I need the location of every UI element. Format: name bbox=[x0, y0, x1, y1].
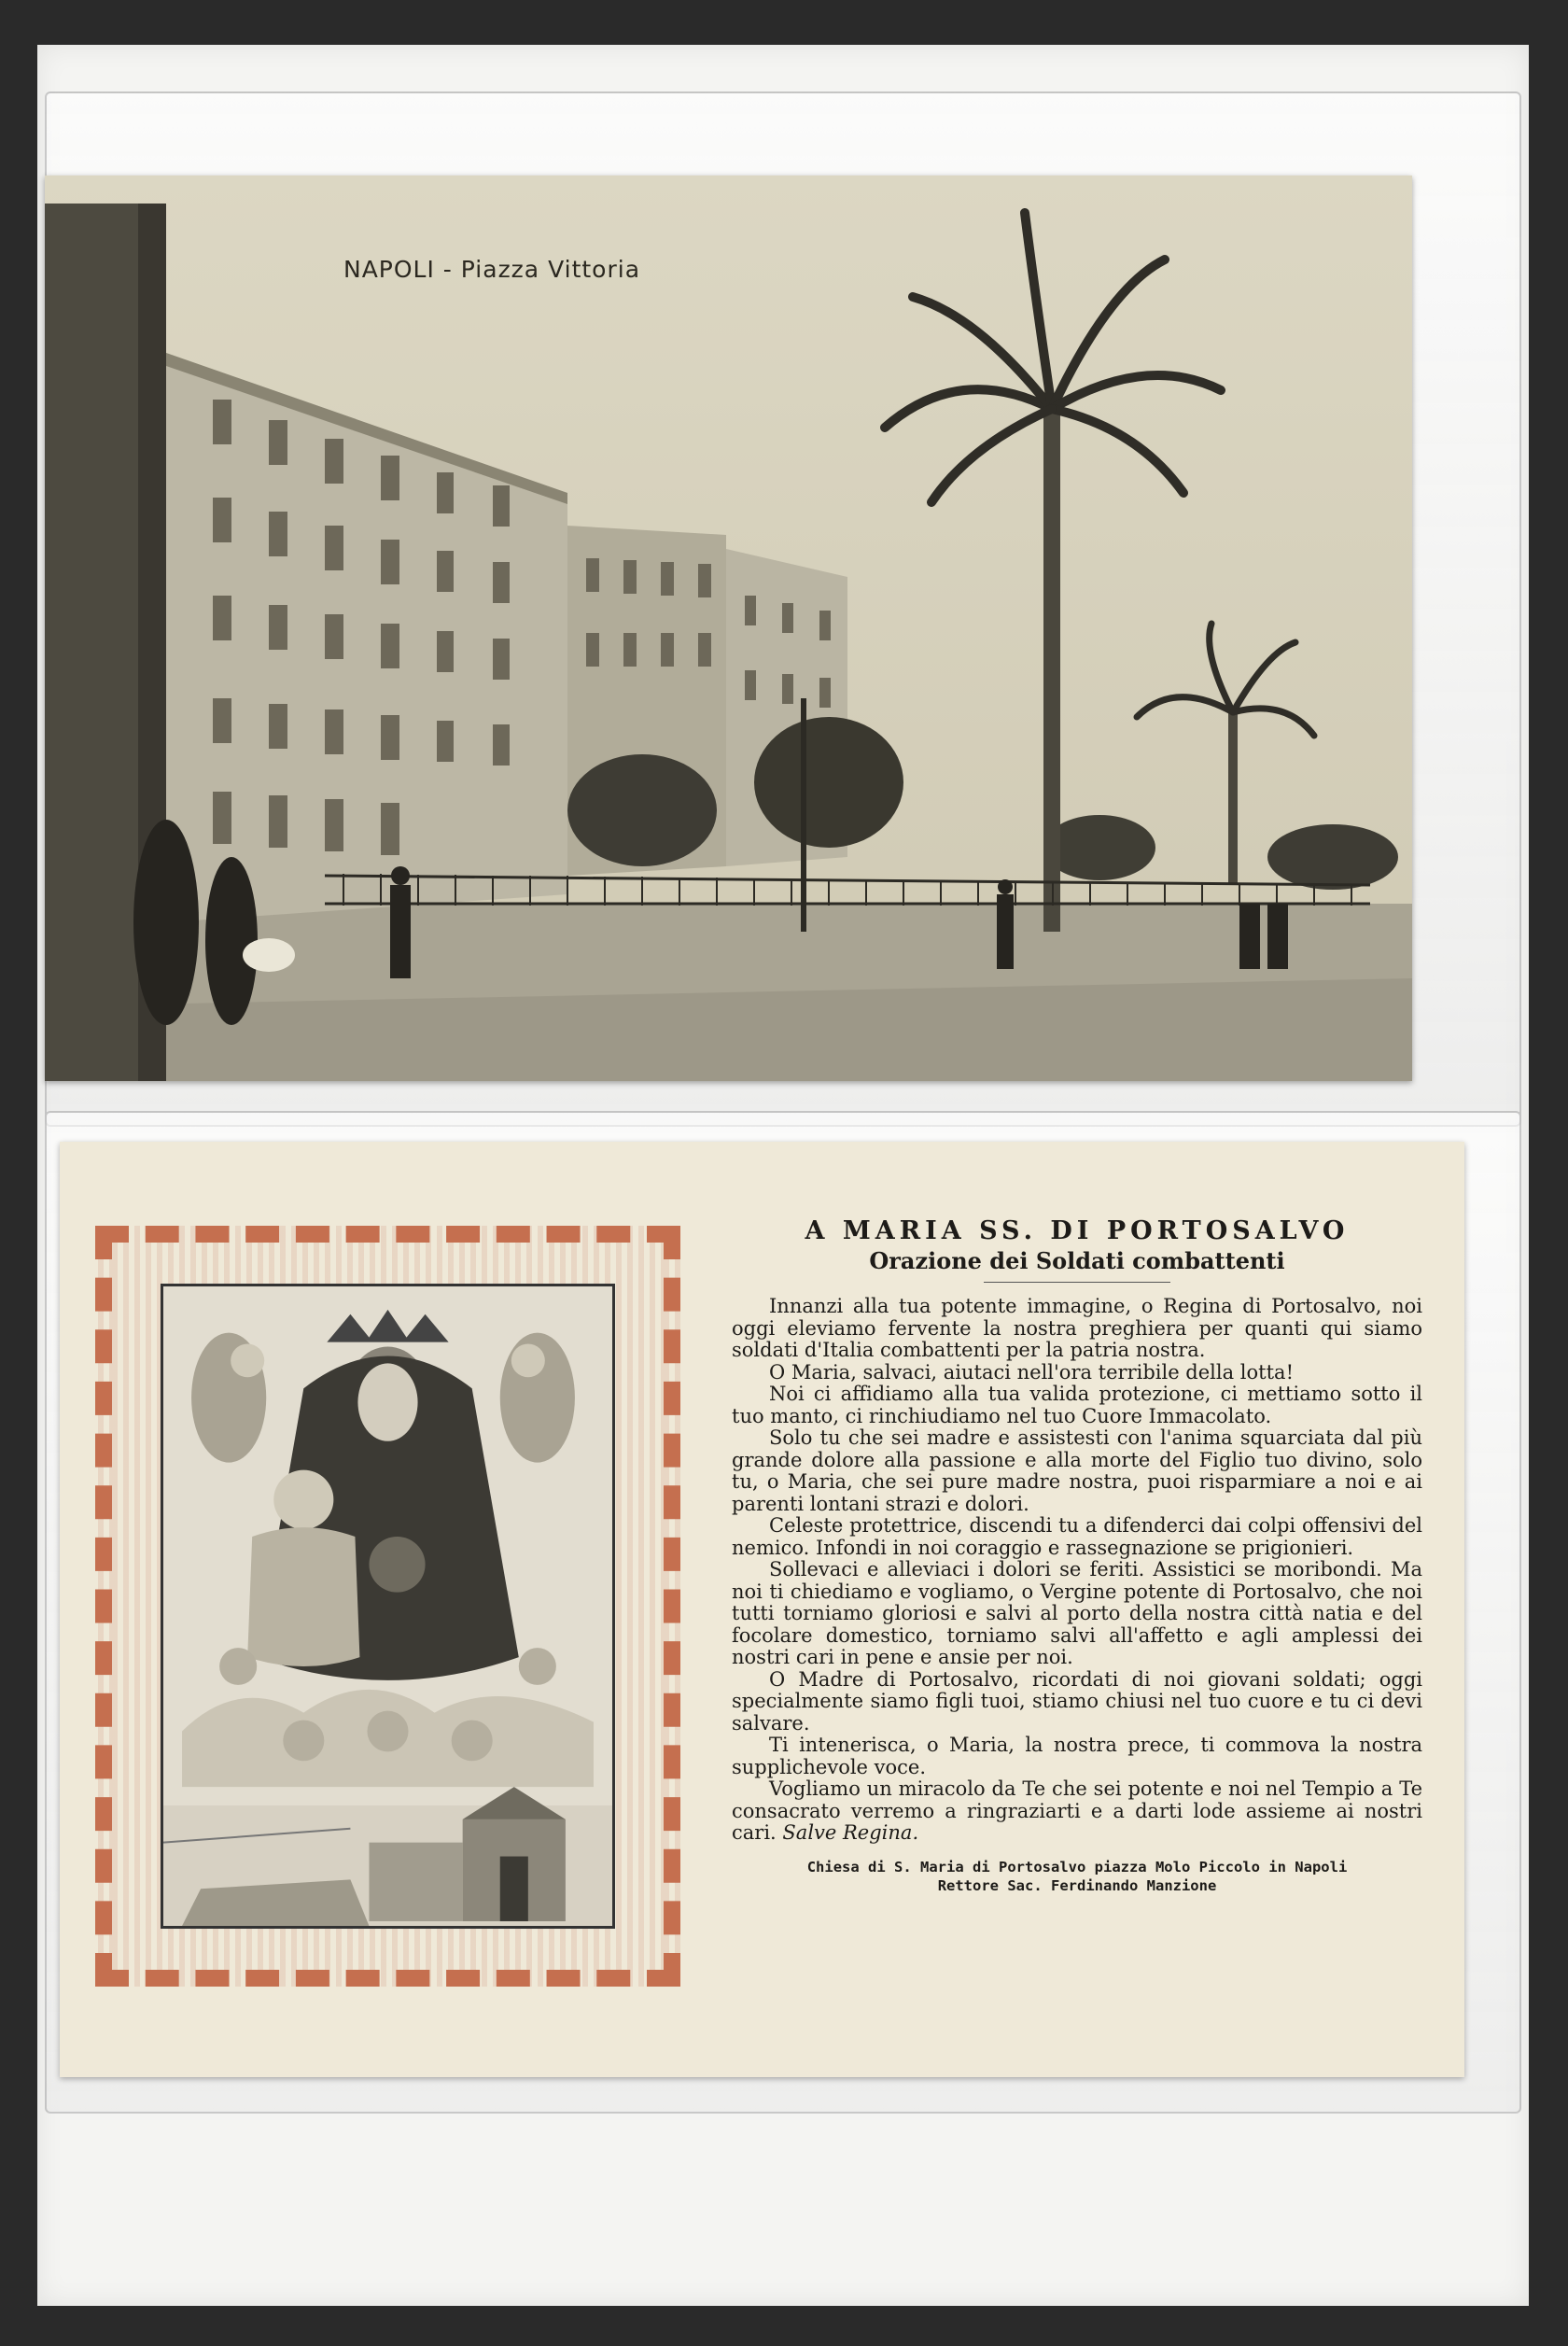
postcard-title: NAPOLI - Piazza Vittoria bbox=[343, 256, 641, 283]
prayer-paragraph: O Madre di Portosalvo, ricordati di noi giovani soldati; oggi specialmente siamo figli tuoi, stiamo chiusi nel tuo cuore e tu ci devi salvare. bbox=[732, 1667, 1422, 1735]
church-footer bbox=[732, 1858, 1422, 1895]
footer-rector: Rettore Sac. Ferdinando Manzione bbox=[937, 1876, 1217, 1894]
footer-church: Chiesa di S. Maria di Portosalvo piazza Molo Piccolo in Napoli bbox=[806, 1858, 1348, 1875]
prayer-text-column bbox=[732, 1216, 1422, 1895]
prayer-closing: Salve Regina. bbox=[782, 1821, 919, 1844]
madonna-illustration bbox=[161, 1284, 615, 1929]
postcard-prayer-card bbox=[60, 1142, 1464, 2077]
prayer-paragraph: Solo tu che sei madre e assistesti con l'anima squarciata dal più grande dolore alla passione e alla morte del Figlio tuo divino, solo tu, o Maria, che sei pure madre nostra, puoi risparmiare a noi e ai parenti lontani strazi e dolori. bbox=[732, 1426, 1422, 1515]
divider bbox=[984, 1282, 1170, 1283]
prayer-paragraph: Innanzi alla tua potente immagine, o Regina di Portosalvo, noi oggi eleviamo fervente la nostra preghiera per quanti qui siamo soldati d'Italia combattenti per la patria nostra. bbox=[732, 1295, 1422, 1361]
prayer-paragraph: O Maria, salvaci, aiutaci nell'ora terribile della lotta! bbox=[769, 1360, 1295, 1384]
piazza-photo bbox=[45, 176, 1412, 1081]
album-page bbox=[37, 45, 1529, 2306]
prayer-paragraph: Sollevaci e alleviaci i dolori se feriti. Assistici se moribondi. Ma noi ti chiediamo e vogliamo, o Vergine potente di Portosalvo, che noi tutti torniamo gloriosi e salvi al porto della nostra città natia e del focolare domestico, torniamo salvi all'affetto e agli amplessi dei nostri cari in pene e ansie per noi. bbox=[732, 1558, 1422, 1668]
postcard-napoli-piazza-vittoria bbox=[45, 176, 1412, 1081]
prayer-paragraph: Noi ci affidiamo alla tua valida protezione, ci mettiamo sotto il tuo manto, ci rinchiudiamo nel tuo Cuore Immacolato. bbox=[732, 1383, 1422, 1427]
prayer-last-text: Vogliamo un miracolo da Te che sei potente e noi nel Tempio a Te consacrato verremo a ringraziarti e a darti lode assieme ai nostri cari. bbox=[732, 1777, 1422, 1844]
prayer-paragraph: Ti intenerisca, o Maria, la nostra prece, ti commova la nostra supplichevole voce. bbox=[732, 1734, 1422, 1778]
madonna-engraving bbox=[163, 1286, 612, 1926]
prayer-title: A MARIA SS. DI PORTOSALVO bbox=[805, 1216, 1350, 1245]
prayer-paragraph: Celeste protettrice, discendi tu a difenderci dai colpi offensivi del nemico. Infondi in noi coraggio e rassegnazione se prigionieri. bbox=[732, 1514, 1422, 1559]
prayer-body bbox=[732, 1296, 1422, 1845]
decorative-frame bbox=[95, 1226, 680, 1987]
prayer-subtitle: Orazione dei Soldati combattenti bbox=[869, 1247, 1285, 1274]
prayer-paragraph-last bbox=[732, 1778, 1422, 1845]
